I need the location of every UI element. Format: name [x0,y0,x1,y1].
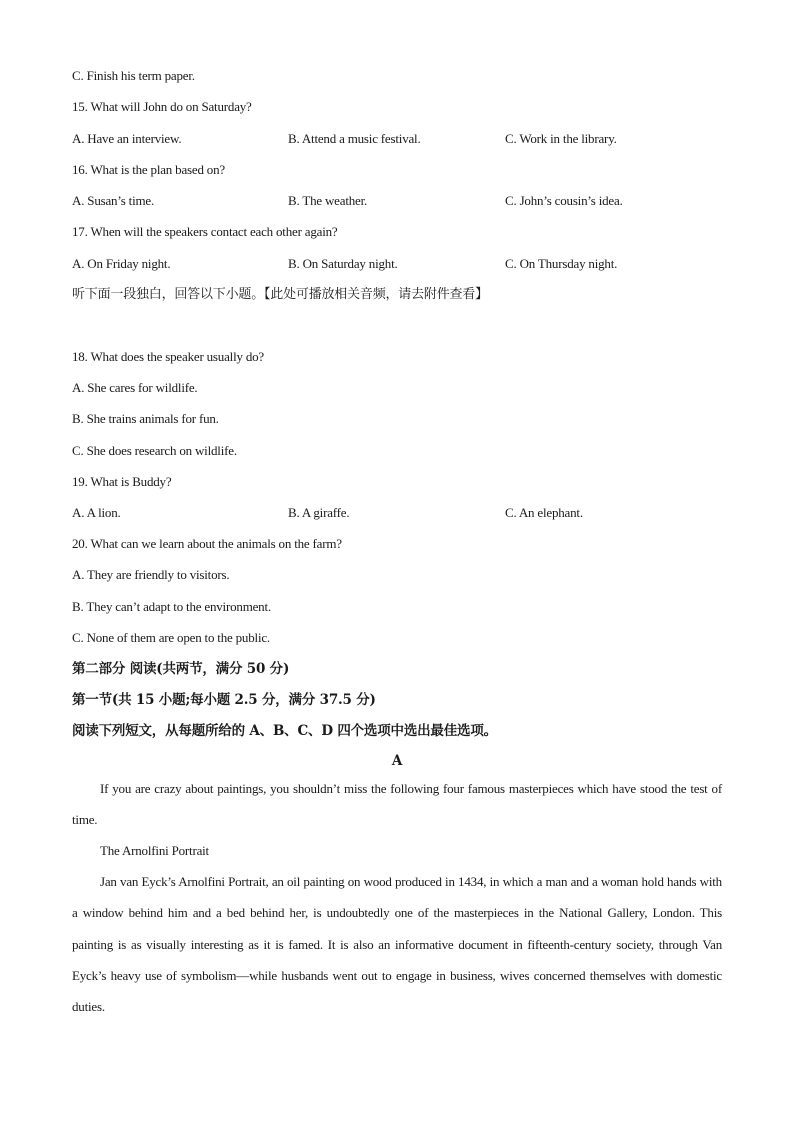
q16-option-b: B. The weather. [288,193,368,208]
q19-option-a: A. A lion. [72,505,121,520]
q16-option-a: A. Susan’s time. [72,193,155,208]
q17-option-b: B. On Saturday night. [288,256,398,271]
q19-option-b: B. A giraffe. [288,505,350,520]
q17-option-c: C. On Thursday night. [505,256,618,271]
intro-paragraph: If you are crazy about paintings, you shouldn’t miss the following four famous masterpieces which have stood the test of time. [72,781,722,828]
painting-subtitle: The Arnolfini Portrait [100,843,209,858]
q15-option-c: C. Work in the library. [505,131,617,146]
body-paragraph: Jan van Eyck’s Arnolfini Portrait, an oil painting on wood produced in 1434, in which a man and a woman hold hands with a window behind him and a bed behind her, is undoubtedly one of the masterpieces in the National Gallery, London. This painting is as visually interesting as it is famed. It is also an informative document in fifteenth-century society, through Van Eyck’s heavy use of symbolism—while husbands went out to engage in business, wives concerned themselves with domestic duties. [72,874,722,1015]
q15-option-b: B. Attend a music festival. [288,131,421,146]
q17-question: 17. When will the speakers contact each other again? [72,224,338,239]
q20-question: 20. What can we learn about the animals on the farm? [72,536,342,551]
q18-option-a: A. She cares for wildlife. [72,380,198,395]
q20-option-c: C. None of them are open to the public. [72,630,270,645]
section-one-heading: 第一节(共 15 小题;每小题 2.5 分，满分 37.5 分) [72,692,376,708]
q15-question: 15. What will John do on Saturday? [72,99,252,114]
q20-option-b: B. They can’t adapt to the environment. [72,599,271,614]
q19-option-c: C. An elephant. [505,505,583,520]
q18-option-b: B. She trains animals for fun. [72,411,219,426]
reading-instruction: 阅读下列短文，从每题所给的 A、B、C、D 四个选项中选出最佳选项。 [72,723,497,739]
part-two-heading: 第二部分 阅读(共两节，满分 50 分) [72,661,290,677]
q14-option-c: C. Finish his term paper. [72,68,195,83]
q19-question: 19. What is Buddy? [72,474,172,489]
q17-option-a: A. On Friday night. [72,256,171,271]
q20-option-a: A. They are friendly to visitors. [72,567,230,582]
q18-option-c: C. She does research on wildlife. [72,443,237,458]
q16-question: 16. What is the plan based on? [72,162,225,177]
listening-instruction: 听下面一段独白，回答以下小题。【此处可播放相关音频，请去附件查看】 [72,287,488,302]
passage-label: A [391,753,403,769]
q18-question: 18. What does the speaker usually do? [72,349,264,364]
q15-option-a: A. Have an interview. [72,131,182,146]
q16-option-c: C. John’s cousin’s idea. [505,193,623,208]
